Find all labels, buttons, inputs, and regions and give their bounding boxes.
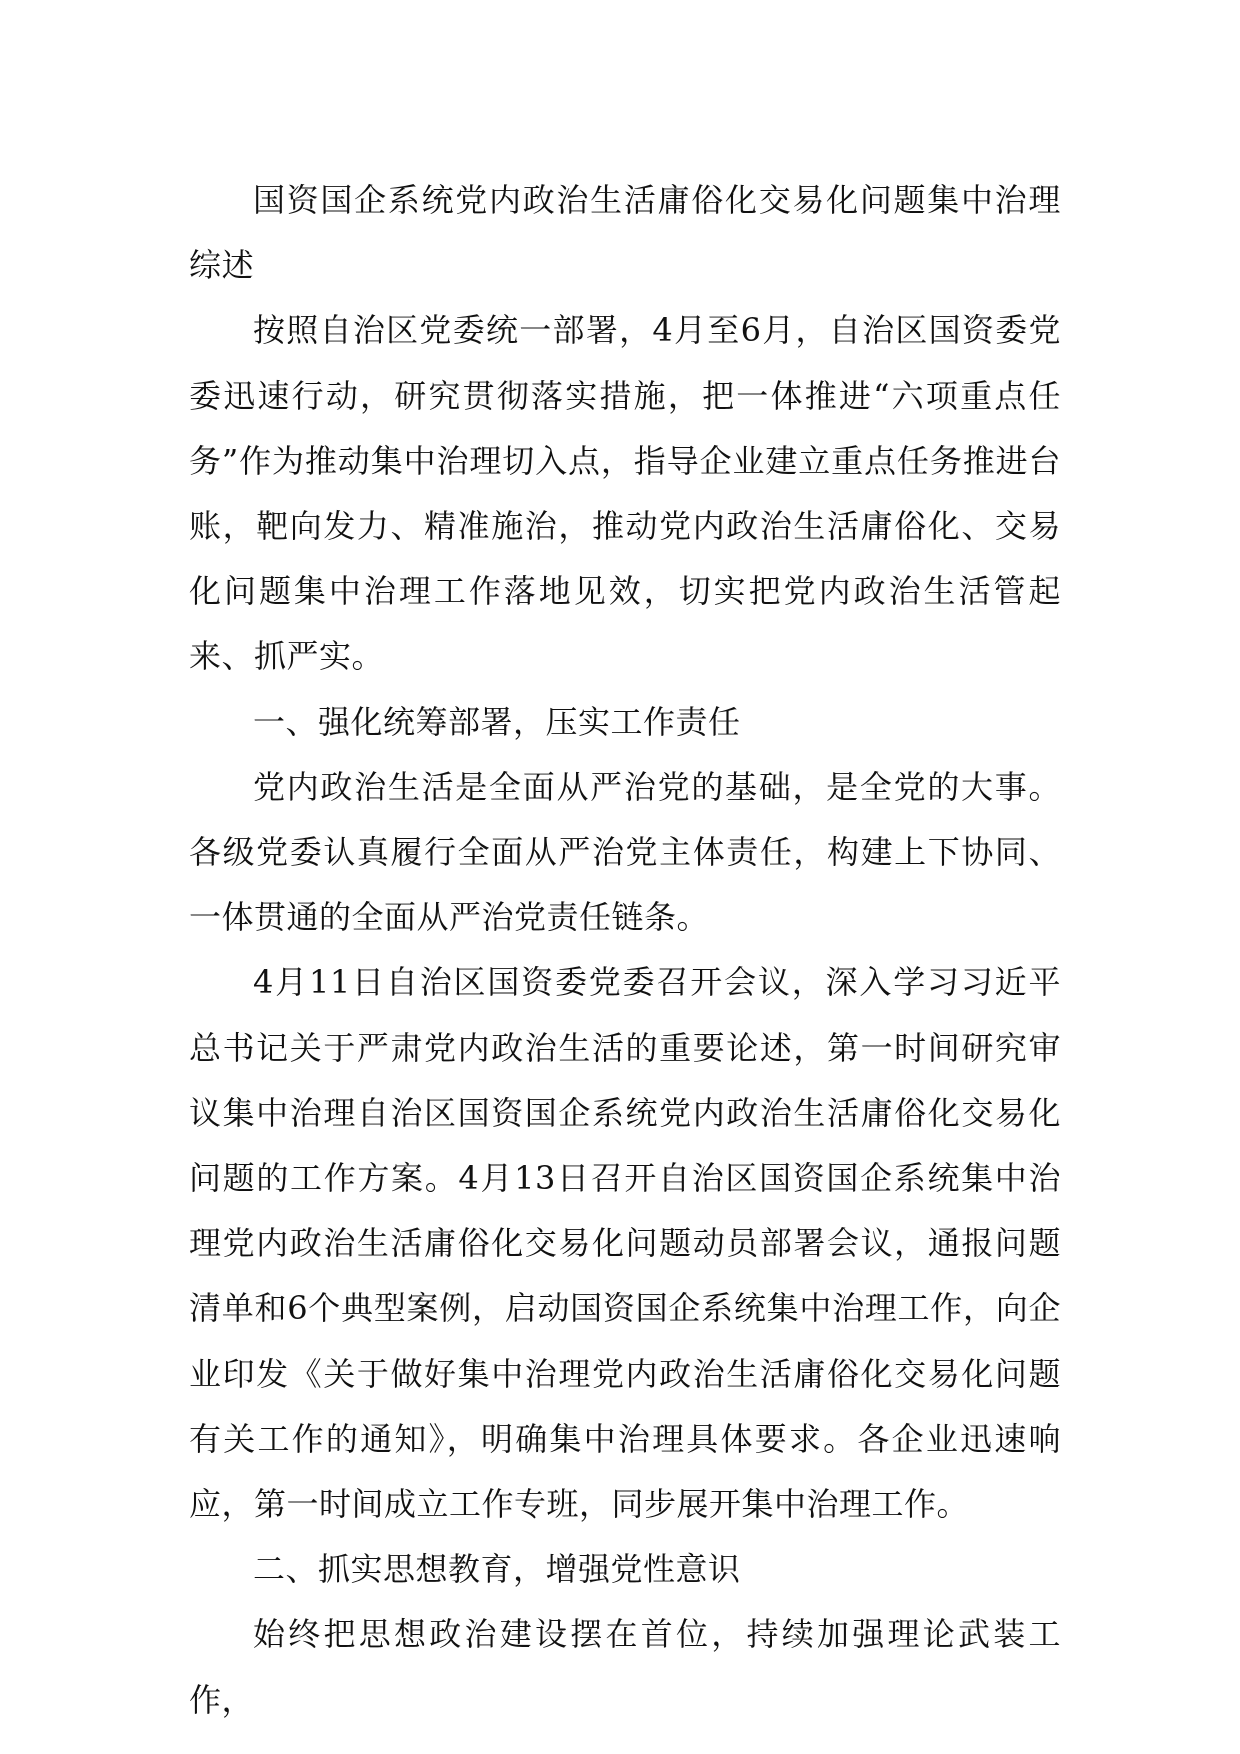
document-page bbox=[189, 168, 1061, 1733]
paragraph-intro: 按照自治区党委统一部署，4月至6月，自治区国资委党委迅速行动，研究贯彻落实措施，把一体推进“六项重点任务”作为推动集中治理切入点，指导企业建立重点任务推进台账，靶向发力、精准施治，推动党内政治生活庸俗化、交易化问题集中治理工作落地见效，切实把党内政治生活管起来、抓严实。 bbox=[189, 311, 1061, 676]
paragraph-section-1-details: 4月11日自治区国资委党委召开会议，深入学习习近平总书记关于严肃党内政治生活的重要论述，第一时间研究审议集中治理自治区国资国企系统党内政治生活庸俗化交易化问题的工作方案。4月13日召开自治区国资国企系统集中治理党内政治生活庸俗化交易化问题动员部署会议，通报问题清单和6个典型案例，启动国资国企系统集中治理工作，向企业印发《关于做好集中治理党内政治生活庸俗化交易化问题有关工作的通知》，明确集中治理具体要求。各企业迅速响应，第一时间成立工作专班，同步展开集中治理工作。 bbox=[189, 963, 1061, 1524]
section-heading-2: 二、抓实思想教育，增强党性意识 bbox=[253, 1550, 741, 1589]
document-title: 国资国企系统党内政治生活庸俗化交易化问题集中治理综述 bbox=[189, 181, 1061, 285]
section-heading-1: 一、强化统筹部署，压实工作责任 bbox=[253, 702, 741, 741]
paragraph-section-1-intro: 党内政治生活是全面从严治党的基础，是全党的大事。各级党委认真履行全面从严治党主体责任，构建上下协同、一体贯通的全面从严治党责任链条。 bbox=[189, 767, 1061, 937]
paragraph-section-2-intro: 始终把思想政治建设摆在首位，持续加强理论武装工作， bbox=[189, 1615, 1061, 1719]
